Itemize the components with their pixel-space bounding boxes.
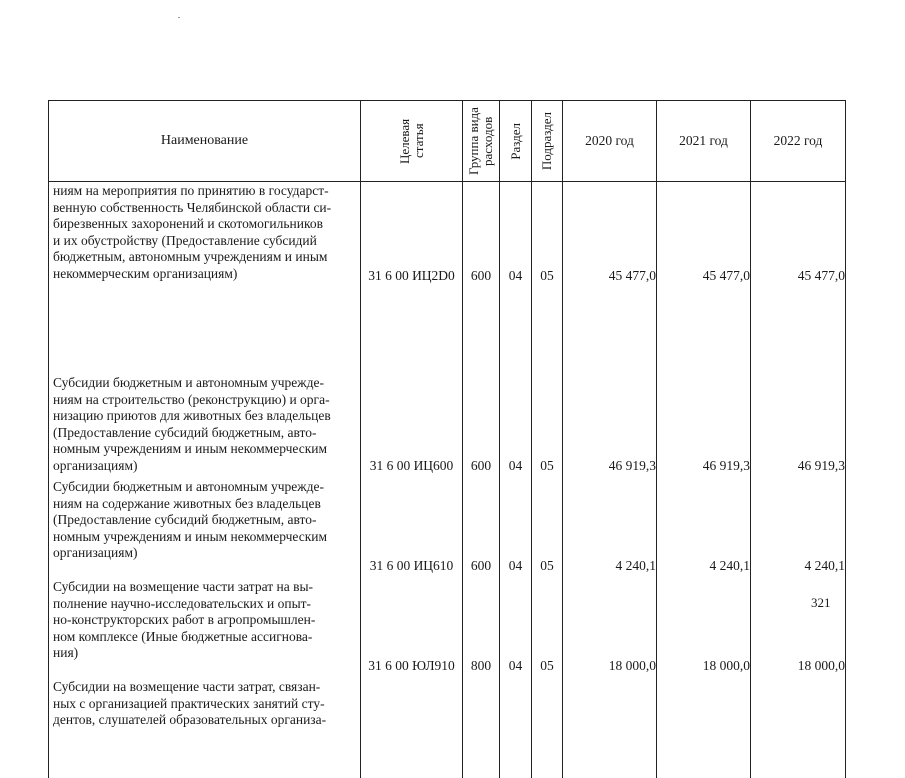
row-2020: 18 000,0 [563,578,657,678]
header-year-2020: 2020 год [563,101,657,182]
table-row [49,678,846,778]
row-code: 31 6 00 ИЦ610 [361,478,463,578]
row-group [463,678,500,778]
row-name: ниям на мероприятия по принятию в государст- венную собственность Челябинской области си- бирезвенных захоронений и скотомогильников и их обустройству (Предоставление субсидий бюджетным, автономным учреждениям и иным некоммерческим организациям) [49,182,361,375]
header-section: Раздел [500,101,532,182]
row-subsection: 05 [532,182,563,375]
row-subsection: 05 [532,478,563,578]
row-2022 [751,678,846,778]
header-subsection: Подраздел [532,101,563,182]
row-2020: 45 477,0 [563,182,657,375]
table-row [49,374,846,478]
row-group: 600 [463,478,500,578]
row-2021: 4 240,1 [657,478,751,578]
table-row [49,182,846,375]
row-code: 31 6 00 ИЦ600 [361,374,463,478]
row-section [500,678,532,778]
row-2022: 46 919,3 [751,374,846,478]
header-name: Наименование [49,101,361,182]
row-2022: 4 240,1 [751,478,846,578]
row-code: 31 6 00 ИЦ2D0 [361,182,463,375]
row-name: Субсидии на возмещение части затрат, связан- ных с организацией практических занятий сту- дентов, слушателей образовательных организа- [49,678,361,778]
row-code [361,678,463,778]
row-section: 04 [500,478,532,578]
row-name: Субсидии бюджетным и автономным учрежде- ниям на содержание животных без владельцев (Предоставление субсидий бюджетным, авто- номным учреждениям и иным некоммерческим организациям) [49,478,361,578]
row-code: 31 6 00 ЮЛ910 [361,578,463,678]
header-target-article: Целевая статья [361,101,463,182]
row-2021 [657,678,751,778]
budget-table [48,100,846,778]
table-row [49,478,846,578]
table-row [49,578,846,678]
row-name: Субсидии бюджетным и автономным учрежде- ниям на строительство (реконструкцию) и орга- низацию приютов для животных без владельцев (Предоставление субсидий бюджетным, авто- номным учреждениям и иным некоммерческим организациям) [49,374,361,478]
row-group: 800 [463,578,500,678]
page-number: 321 [811,595,831,610]
header-expense-group: Группа вида расходов [463,101,500,182]
row-section: 04 [500,578,532,678]
row-section: 04 [500,182,532,375]
header-year-2021: 2021 год [657,101,751,182]
header-year-2022: 2022 год [751,101,846,182]
scan-mark [178,17,180,18]
row-2022: 18 000,0 [751,578,846,678]
row-2021: 46 919,3 [657,374,751,478]
row-2020: 4 240,1 [563,478,657,578]
row-2021: 18 000,0 [657,578,751,678]
row-subsection [532,678,563,778]
row-subsection: 05 [532,578,563,678]
row-name: Субсидии на возмещение части затрат на вы- полнение научно-исследовательских и опыт- но-конструкторских работ в агропромышлен- ном комплексе (Иные бюджетные ассигнова- ния) [49,578,361,678]
row-2020 [563,678,657,778]
row-group: 600 [463,182,500,375]
row-section: 04 [500,374,532,478]
row-subsection: 05 [532,374,563,478]
row-2021: 45 477,0 [657,182,751,375]
row-2020: 46 919,3 [563,374,657,478]
row-2022: 45 477,0 [751,182,846,375]
row-group: 600 [463,374,500,478]
table-header-row [49,101,846,182]
